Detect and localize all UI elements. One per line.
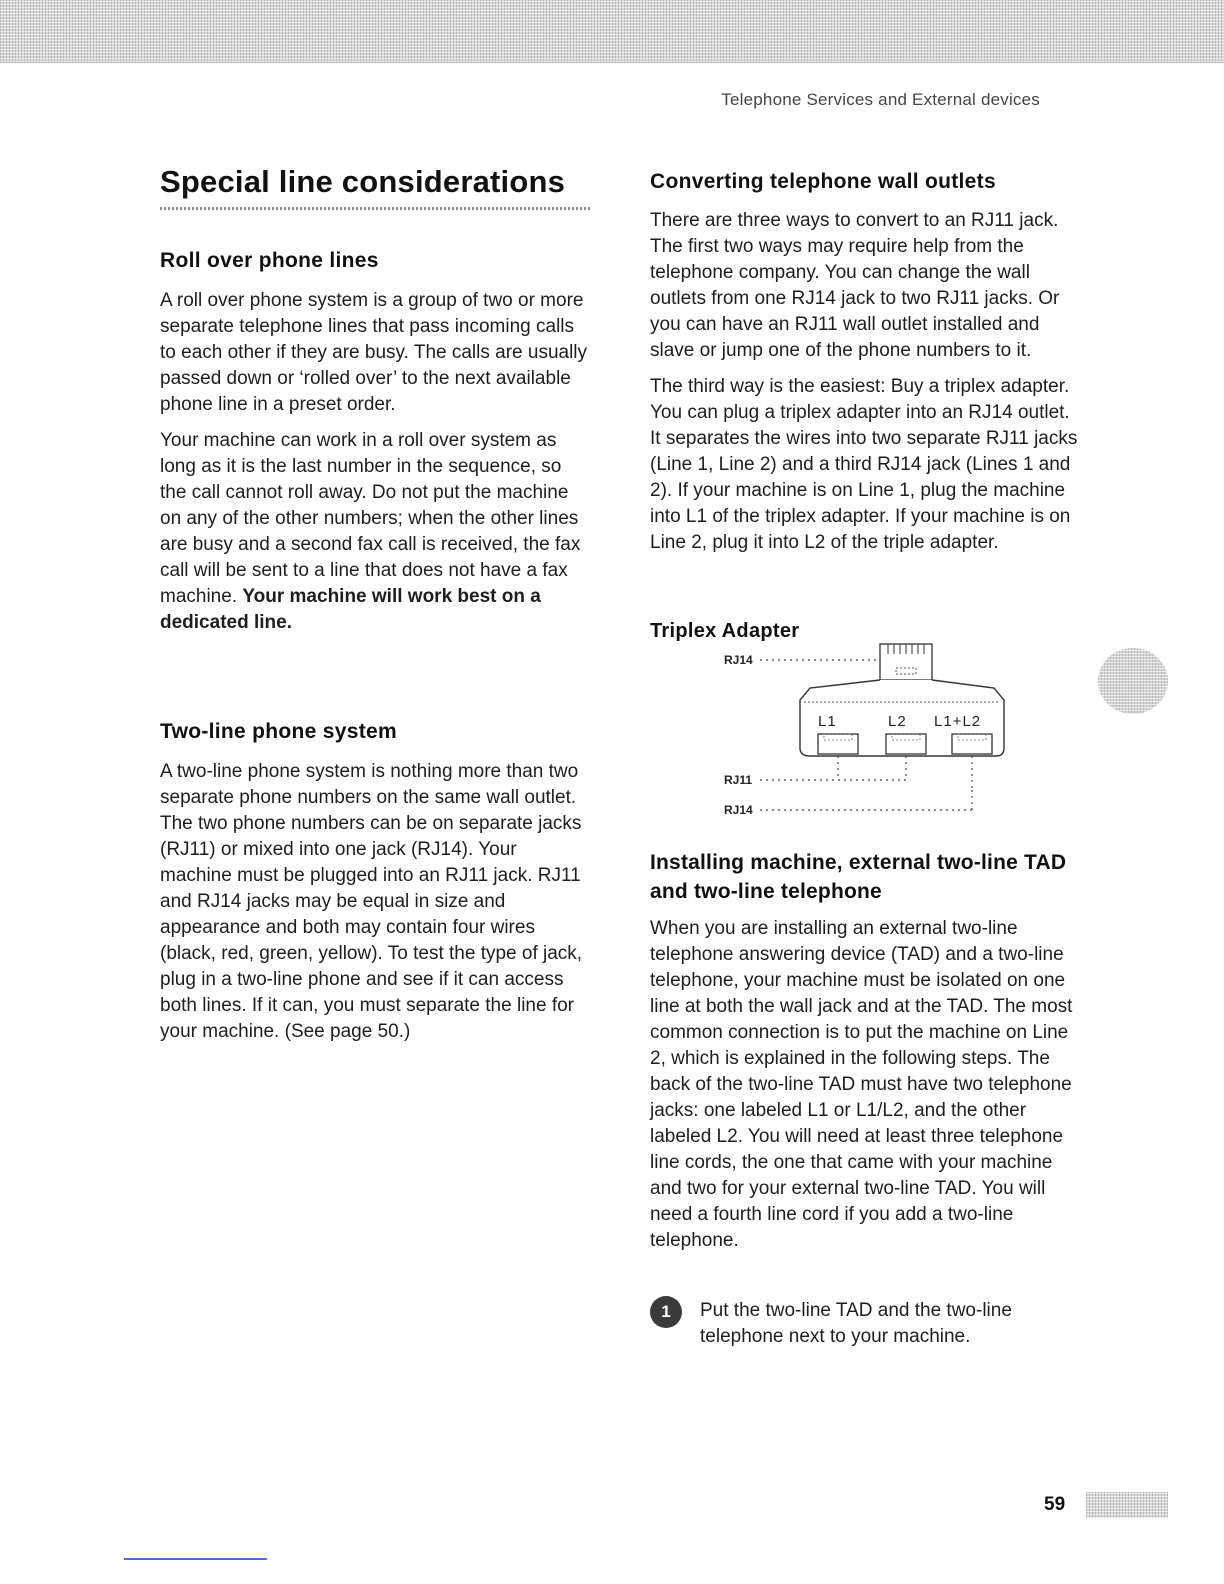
footer-rule: [124, 1558, 267, 1560]
roll-over-emphasis: Your machine will work best on a dedicated line.: [160, 586, 541, 633]
step-number-icon: 1: [650, 1296, 682, 1328]
converting-paragraph-1: There are three ways to convert to an RJ11 jack. The first two ways may require help from the telephone company. You can change the wall outlets from one RJ14 jack to two RJ11 jacks. Or you can have an RJ11 wall outlet installed and slave or jump one of the phone numbers to it.: [650, 210, 1060, 361]
converting-paragraph-2: The third way is the easiest: Buy a triplex adapter. You can plug a triplex adapter into an RJ14 outlet. It separates the wires into two separate RJ11 jacks (Line 1, Line 2) and a third RJ14 jack (Lines 1 and 2). If your machine is on Line 1, plug the machine into L1 of the triplex adapter. If your machine is on Line 2, plug it into L2 of the triple adapter.: [650, 376, 1078, 553]
two-line-paragraph: A two-line phone system is nothing more than two separate phone numbers on the same wall outlet. The two phone numbers can be on separate jacks (RJ11) or mixed into one jack (RJ14). Your machine must be plugged into an RJ11 jack. RJ11 and RJ14 jacks may be equal in size and appearance and both may contain four wires (black, red, green, yellow). To test the type of jack, plug in a two-line phone and see if it can access both lines. If it can, you must separate the line for your machine. (See page 50.): [160, 761, 583, 1042]
diagram-label-rj14-top: RJ14: [724, 653, 753, 667]
converting-body: [650, 208, 1080, 556]
page-title: Special line considerations: [160, 164, 566, 199]
converting-section: [650, 170, 1080, 194]
diagram-label-rj14-bottom: RJ14: [724, 803, 753, 817]
triplex-adapter-diagram-lower: [700, 790, 1020, 820]
step-1-text-wrap: [700, 1298, 1080, 1350]
two-line-heading: Two-line phone system: [160, 720, 397, 743]
installing-body: [650, 916, 1080, 1254]
port-label-l1: L1: [818, 713, 837, 730]
diagram-title: Triplex Adapter: [650, 620, 800, 642]
triplex-adapter-diagram: [700, 640, 1020, 790]
installing-section: [650, 848, 1080, 906]
step-1-text: Put the two-line TAD and the two-line telephone next to your machine.: [700, 1300, 1012, 1347]
title-divider: [160, 207, 590, 210]
page-number-band: [1086, 1492, 1168, 1518]
installing-paragraph: When you are installing an external two-line telephone answering device (TAD) and a two-line telephone, your machine must be isolated on one line at both the wall jack and at the TAD. The most common connection is to put the machine on Line 2, which is explained in the following steps. The back of the two-line TAD must have two telephone jacks: one labeled L1 or L1/L2, and the other labeled L2. You will need at least three telephone line cords, the one that came with your machine and two for your external two-line TAD. You will need a fourth line cord if you add a two-line telephone.: [650, 918, 1073, 1251]
running-head: Telephone Services and External devices: [721, 90, 1040, 109]
roll-over-body: [160, 288, 590, 636]
roll-over-paragraph-1: A roll over phone system is a group of two or more separate telephone lines that pass incoming calls to each other if they are busy. The calls are usually passed down or ‘rolled over’ to the next available phone line in a preset order.: [160, 290, 588, 415]
chapter-tab-decoration: [1098, 648, 1168, 714]
two-line-section: [160, 720, 590, 744]
roll-over-paragraph-2: [160, 428, 590, 636]
roll-over-section: [160, 249, 590, 273]
two-line-body: [160, 759, 590, 1045]
header-decorative-band: [0, 0, 1224, 63]
diagram-label-rj11: RJ11: [724, 773, 753, 787]
port-label-l1l2: L1+L2: [934, 713, 982, 730]
installing-heading: Installing machine, external two-line TAD and two-line telephone: [650, 851, 1067, 903]
roll-over-paragraph-2-text: Your machine can work in a roll over system as long as it is the last number in the sequence, so the call cannot roll away. Do not put the machine on any of the other numbers; when the other lines are busy and a second fax call is received, the fax call will be sent to a line that does not have a fax machine.: [160, 430, 581, 607]
port-label-l2: L2: [888, 713, 907, 730]
roll-over-heading: Roll over phone lines: [160, 249, 379, 272]
page-number: 59: [1044, 1494, 1066, 1515]
converting-heading: Converting telephone wall outlets: [650, 170, 996, 193]
